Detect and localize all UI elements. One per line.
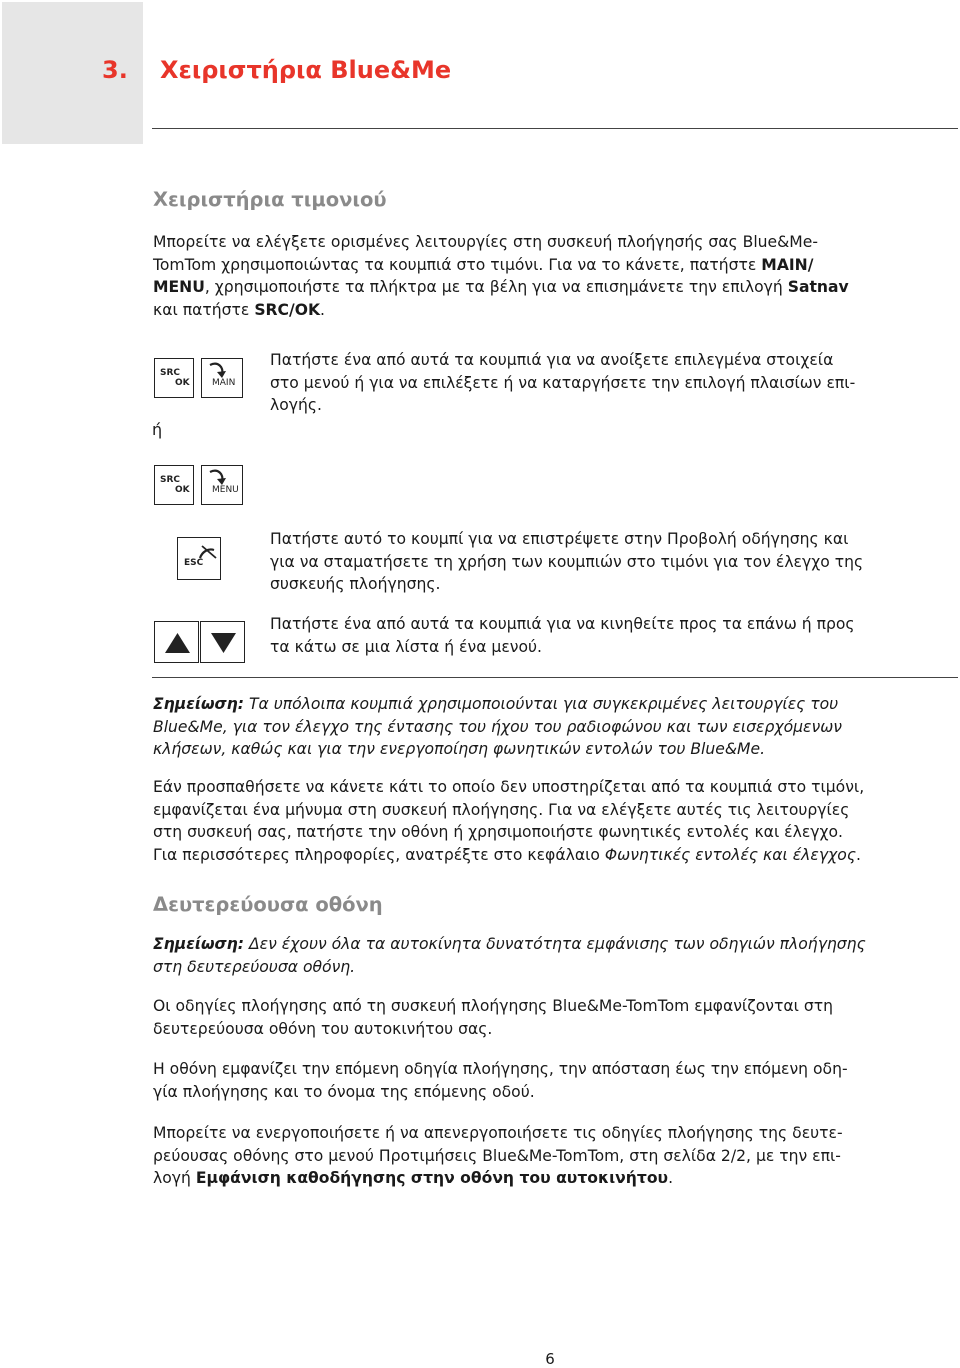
key-label-src: SRC: [160, 368, 181, 378]
note-secondary-display: [153, 933, 953, 978]
text-line: τα κάτω σε μια λίστα ή ένα μενού.: [270, 637, 543, 656]
text-line: ρεύουσας οθόνης στο μενού Προτιμήσεις Blue&Me-TomTom, στη σελίδα 2/2, με την επι-: [153, 1146, 841, 1165]
or-separator: ή: [152, 420, 163, 439]
text-run: λογή: [153, 1169, 196, 1187]
text-line: Οι οδηγίες πλοήγησης από τη συσκευή πλοήγησης Blue&Me-TomTom εμφανίζονται στη: [153, 997, 834, 1015]
option-satnav: Satnav: [787, 278, 849, 296]
esc-key: [177, 537, 221, 580]
key-name-menu: MENU: [153, 278, 205, 296]
text-line: Πατήστε ένα από αυτά τα κουμπιά για να ανοίξετε επιλεγμένα στοιχεία: [270, 351, 834, 369]
text-line: Πατήστε ένα από αυτά τα κουμπιά για να κινηθείτε προς τα επάνω ή προς: [270, 615, 855, 633]
text-run: .: [855, 845, 861, 864]
key-label-menu: MENU: [212, 485, 239, 495]
text-line: [153, 844, 953, 867]
text-line: δευτερεύουσα οθόνη του αυτοκινήτου σας.: [153, 1019, 493, 1038]
text-line: για να σταματήσετε τη χρήση των κουμπιών στο τιμόνι για τον έλεγχο της: [270, 552, 864, 571]
text-line: Μπορείτε να ελέγξετε ορισμένες λειτουργίες στη συσκευή πλοήγησής σας Blue&Me-: [153, 233, 818, 251]
text-run: .: [320, 300, 325, 319]
note-label: Σημείωση:: [153, 935, 245, 953]
text-line: Πατήστε αυτό το κουμπί για να επιστρέψετε στην Προβολή οδήγησης και: [270, 530, 849, 548]
text-line: στο μενού ή για να επιλέξετε ή να καταργήσετε την επιλογή πλαισίων επι-: [270, 373, 856, 392]
text-line: Blue&Me, για τον έλεγχο της έντασης του ήχου του ραδιοφώνου και των εισερχόμενων: [153, 717, 842, 736]
src-ok-key: [154, 358, 194, 398]
note-divider: [152, 677, 958, 678]
text-line: [153, 933, 953, 956]
text-run: , χρησιμοποιήστε τα πλήκτρα με τα βέλη για να επισημάνετε την επιλογή: [204, 278, 788, 296]
key-label-ok: OK: [175, 378, 190, 388]
text-run: Τα υπόλοιπα κουμπιά χρησιμοποιούνται για συγκεκριμένες λειτουργίες του: [244, 695, 839, 713]
secondary-display-paragraph-1: [153, 995, 953, 1040]
text-line: κλήσεων, καθώς και για την ενεργοποίηση φωνητικών εντολών του Blue&Me.: [153, 740, 766, 758]
text-line: Η οθόνη εμφανίζει την επόμενη οδηγία πλοήγησης, την απόσταση έως την επόμενη οδη-: [153, 1060, 848, 1078]
text-line: Μπορείτε να ενεργοποιήσετε ή να απενεργοποιήσετε τις οδηγίες πλοήγησης της δευτε-: [153, 1124, 843, 1142]
key-label-ok: OK: [175, 485, 190, 495]
text-line: [153, 1167, 953, 1190]
text-run: Για περισσότερες πληροφορίες, ανατρέξτε στο κεφάλαιο: [153, 845, 605, 864]
page-number: 6: [545, 1350, 555, 1368]
select-keys-description: [270, 349, 960, 417]
text-run: και πατήστε: [153, 300, 255, 319]
section-heading-secondary-display: Δευτερεύουσα οθόνη: [153, 893, 383, 916]
key-label-src: SRC: [160, 475, 181, 485]
key-name-src-ok: SRC/OK: [254, 300, 321, 319]
text-line: στη συσκευή σας, πατήστε την οθόνη ή χρησιμοποιήστε φωνητικές εντολές και έλεγχο.: [153, 823, 844, 841]
esc-key-description: [270, 528, 960, 596]
main-key: [201, 358, 243, 398]
section-heading-steering-controls: Χειριστήρια τιμονιού: [153, 188, 387, 211]
text-line: Εάν προσπαθήσετε να κάνετε κάτι το οποίο δεν υποστηρίζεται από τα κουμπιά στο τιμόνι,: [153, 778, 865, 796]
text-line: [153, 299, 953, 322]
arrow-up-icon: [155, 622, 200, 664]
text-line: στη δευτερεύουσα οθόνη.: [153, 957, 356, 976]
arrow-keys-description: [270, 613, 960, 658]
key-label-main: MAIN: [212, 378, 236, 388]
key-name-main: MAIN/: [761, 255, 814, 274]
text-run: TomTom χρησιμοποιώντας τα κουμπιά στο τιμόνι. Για να το κάνετε, πατήστε: [153, 255, 762, 274]
intro-paragraph: [153, 231, 953, 321]
chapter-title: Χειριστήρια Blue&Me: [160, 56, 452, 84]
text-line: γία πλοήγησης και το όνομα της επόμενης οδού.: [153, 1082, 535, 1101]
key-label-esc: ESC: [184, 558, 204, 568]
secondary-display-paragraph-3: [153, 1122, 953, 1190]
option-show-guidance: Εμφάνιση καθοδήγησης στην οθόνη του αυτοκινήτου: [195, 1169, 669, 1187]
note-other-keys: [153, 693, 953, 761]
text-line: συσκευής πλοήγησης.: [270, 575, 441, 593]
text-line: [153, 693, 953, 716]
text-run: Δεν έχουν όλα τα αυτοκίνητα δυνατότητα εμφάνισης των οδηγιών πλοήγησης: [244, 935, 866, 953]
arrow-down-icon: [201, 622, 246, 664]
up-arrow-key: [154, 621, 199, 663]
text-line: λογής.: [270, 396, 322, 414]
text-line: [153, 254, 953, 277]
text-line: εμφανίζεται ένα μήνυμα στη συσκευή πλοήγησης. Για να ελέγξετε αυτές τις λειτουργίες: [153, 800, 850, 819]
chapter-number: 3.: [102, 56, 128, 84]
secondary-display-paragraph-2: [153, 1058, 953, 1103]
text-run: .: [668, 1169, 674, 1187]
text-line: [153, 276, 953, 299]
note-label: Σημείωση:: [153, 695, 245, 713]
unsupported-action-paragraph: [153, 776, 953, 866]
chapter-reference: Φωνητικές εντολές και έλεγχος: [604, 845, 856, 864]
header-divider: [152, 128, 958, 129]
menu-key: [201, 465, 243, 505]
src-ok-key: [154, 465, 194, 505]
down-arrow-key: [200, 621, 245, 663]
